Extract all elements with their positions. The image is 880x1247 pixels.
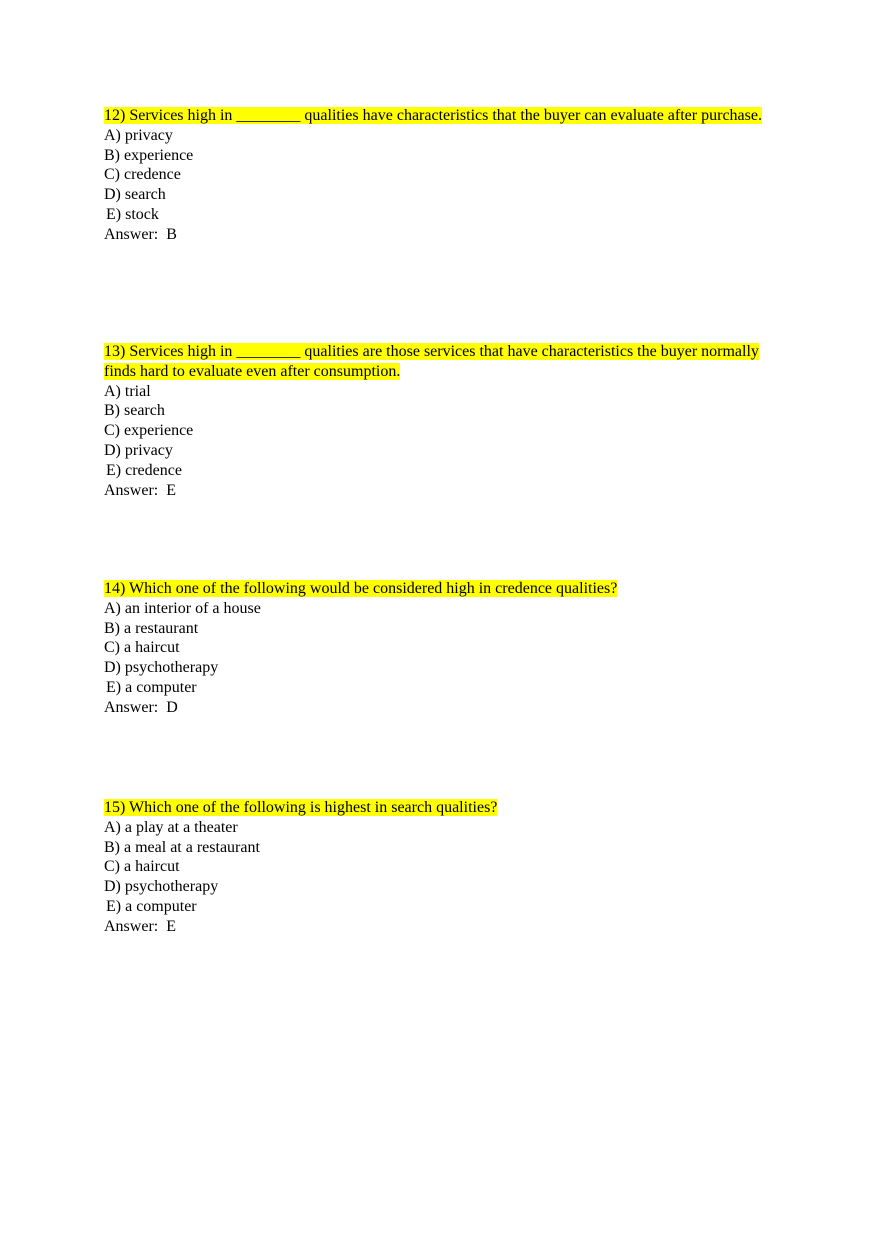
option-c: C) a haircut <box>104 858 180 876</box>
answer-line: Answer: E <box>104 481 176 499</box>
option-d: D) psychotherapy <box>104 878 219 896</box>
question-15 <box>104 798 764 937</box>
question-stem <box>104 798 764 818</box>
question-14 <box>104 579 764 718</box>
question-12 <box>104 106 764 245</box>
option-c: C) a haircut <box>104 639 180 657</box>
question-stem <box>104 579 764 599</box>
option-e: E) stock <box>106 205 159 223</box>
answer-line: Answer: E <box>104 917 176 935</box>
option-b: B) experience <box>104 146 194 164</box>
option-b: B) a meal at a restaurant <box>104 838 260 856</box>
option-d: D) search <box>104 186 166 204</box>
option-e: E) credence <box>106 461 182 479</box>
answer-line: Answer: B <box>104 225 177 243</box>
highlighted-stem-text: 15) Which one of the following is highest in search qualities? <box>104 799 498 816</box>
question-13 <box>104 342 764 500</box>
option-a: A) a play at a theater <box>104 818 238 836</box>
question-stem <box>104 106 764 126</box>
option-a: A) an interior of a house <box>104 599 261 617</box>
option-d: D) psychotherapy <box>104 659 219 677</box>
option-c: C) credence <box>104 166 181 184</box>
question-stem <box>104 342 764 382</box>
highlighted-stem-text: 12) Services high in ________ qualities have characteristics that the buyer can evaluate after purchase. <box>104 107 762 124</box>
option-a: A) privacy <box>104 126 173 144</box>
highlighted-stem-text: 14) Which one of the following would be considered high in credence qualities? <box>104 580 618 597</box>
option-b: B) a restaurant <box>104 619 199 637</box>
answer-line: Answer: D <box>104 698 178 716</box>
option-c: C) experience <box>104 422 194 440</box>
option-d: D) privacy <box>104 441 173 459</box>
option-e: E) a computer <box>106 678 197 696</box>
option-b: B) search <box>104 402 165 420</box>
option-a: A) trial <box>104 382 151 400</box>
highlighted-stem-text: 13) Services high in ________ qualities are those services that have characteristics the buyer normally finds hard to evaluate even after consumption. <box>104 343 759 380</box>
option-e: E) a computer <box>106 897 197 915</box>
